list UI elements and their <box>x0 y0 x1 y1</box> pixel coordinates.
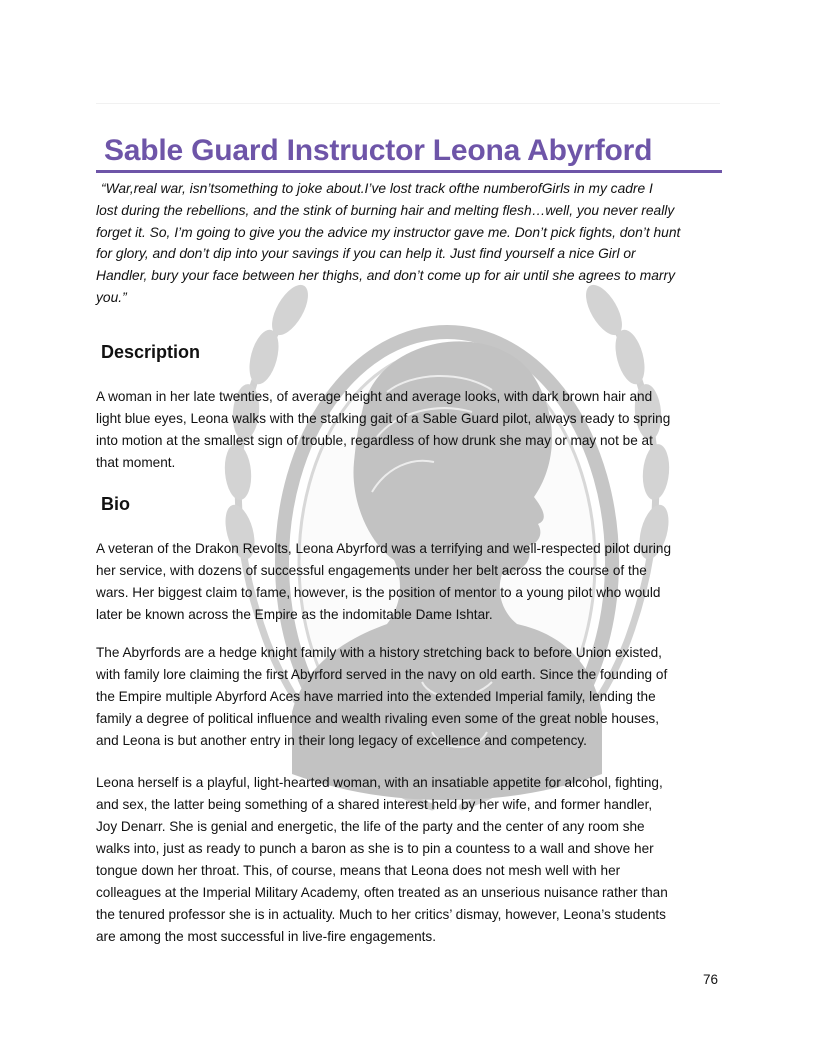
bio-line: wars. Her biggest claim to fame, however, is the position of mentor to a young pilot who would <box>96 585 661 600</box>
bio-line: tongue down her throat. This, of course, means that Leona does not mesh well with her <box>96 863 621 878</box>
quote-line: lost during the rebellions, and the stink of burning hair and melting flesh…well, you never really <box>96 202 675 218</box>
bio-line: are among the most successful in live-fire engagements. <box>96 929 437 944</box>
bio-paragraph-3 <box>96 772 726 948</box>
bio-line: the Empire multiple Abyrford Aces have married into the extended Imperial family, lending the <box>96 689 656 704</box>
bio-line: walks into, just as ready to punch a baron as she is to pin a countess to a wall and shove her <box>96 841 654 856</box>
quote-line: for glory, and don’t dip into your savings if you can help it. Just find yourself a nice Girl or <box>96 246 636 262</box>
quote-line: “War,real war, isn’tsomething to joke about.I’ve lost track ofthe numberofGirls in my cadre I <box>101 181 653 196</box>
bio-line: colleagues at the Imperial Military Academy, often treated as an unserious nuisance rather than <box>96 885 668 900</box>
bio-line: family a degree of political influence and wealth rivaling even some of the great noble houses, <box>96 711 659 726</box>
bio-line: A veteran of the Drakon Revolts, Leona Abyrford was a terrifying and well-respected pilot during <box>96 541 672 556</box>
page-title: Sable Guard Instructor Leona Abyrford <box>104 134 653 167</box>
description-paragraph <box>96 386 726 474</box>
bio-paragraph-1 <box>96 538 726 626</box>
title-underline <box>96 170 722 173</box>
bio-line: The Abyrfords are a hedge knight family with a history stretching back to before Union existed, <box>96 645 662 660</box>
bio-paragraph-2 <box>96 642 724 752</box>
bio-line: her service, with dozens of successful engagements under her belt across the course of the <box>96 563 647 578</box>
bio-line: and sex, the latter being something of a shared interest held by her wife, and former handler, <box>96 797 653 812</box>
bio-line: and Leona is but another entry in their long legacy of excellence and competency. <box>96 733 587 748</box>
bio-heading: Bio <box>101 494 130 514</box>
epigraph-quote <box>96 178 736 309</box>
bio-line: the tenured professor she is in actuality. Much to her critics’ dismay, however, Leona’s students <box>96 907 666 922</box>
description-line: light blue eyes, Leona walks with the stalking gait of a Sable Guard pilot, always ready to spring <box>96 411 671 426</box>
page-number: 76 <box>703 972 719 987</box>
quote-line: forget it. So, I’m going to give you the advice my instructor gave me. Don’t pick fights, don’t hunt <box>96 224 681 240</box>
header-divider <box>96 103 720 104</box>
bio-line: Joy Denarr. She is genial and energetic, the life of the party and the center of any room she <box>96 819 645 834</box>
description-heading: Description <box>101 342 201 362</box>
bio-line: with family lore claiming the first Abyrford served in the navy on old earth. Since the founding of <box>96 667 668 682</box>
bio-line: later be known across the Empire as the indomitable Dame Ishtar. <box>96 607 493 622</box>
description-line: that moment. <box>96 455 176 470</box>
description-line: into motion at the smallest sign of trouble, regardless of how drunk she may or may not be at <box>96 433 653 448</box>
quote-line: Handler, bury your face between her thighs, and don’t come up for air until she agrees to marry <box>96 268 676 284</box>
quote-line: you.” <box>96 289 127 305</box>
description-line: A woman in her late twenties, of average height and average looks, with dark brown hair and <box>96 389 653 404</box>
bio-line: Leona herself is a playful, light-hearted woman, with an insatiable appetite for alcohol, fighting, <box>96 775 663 790</box>
